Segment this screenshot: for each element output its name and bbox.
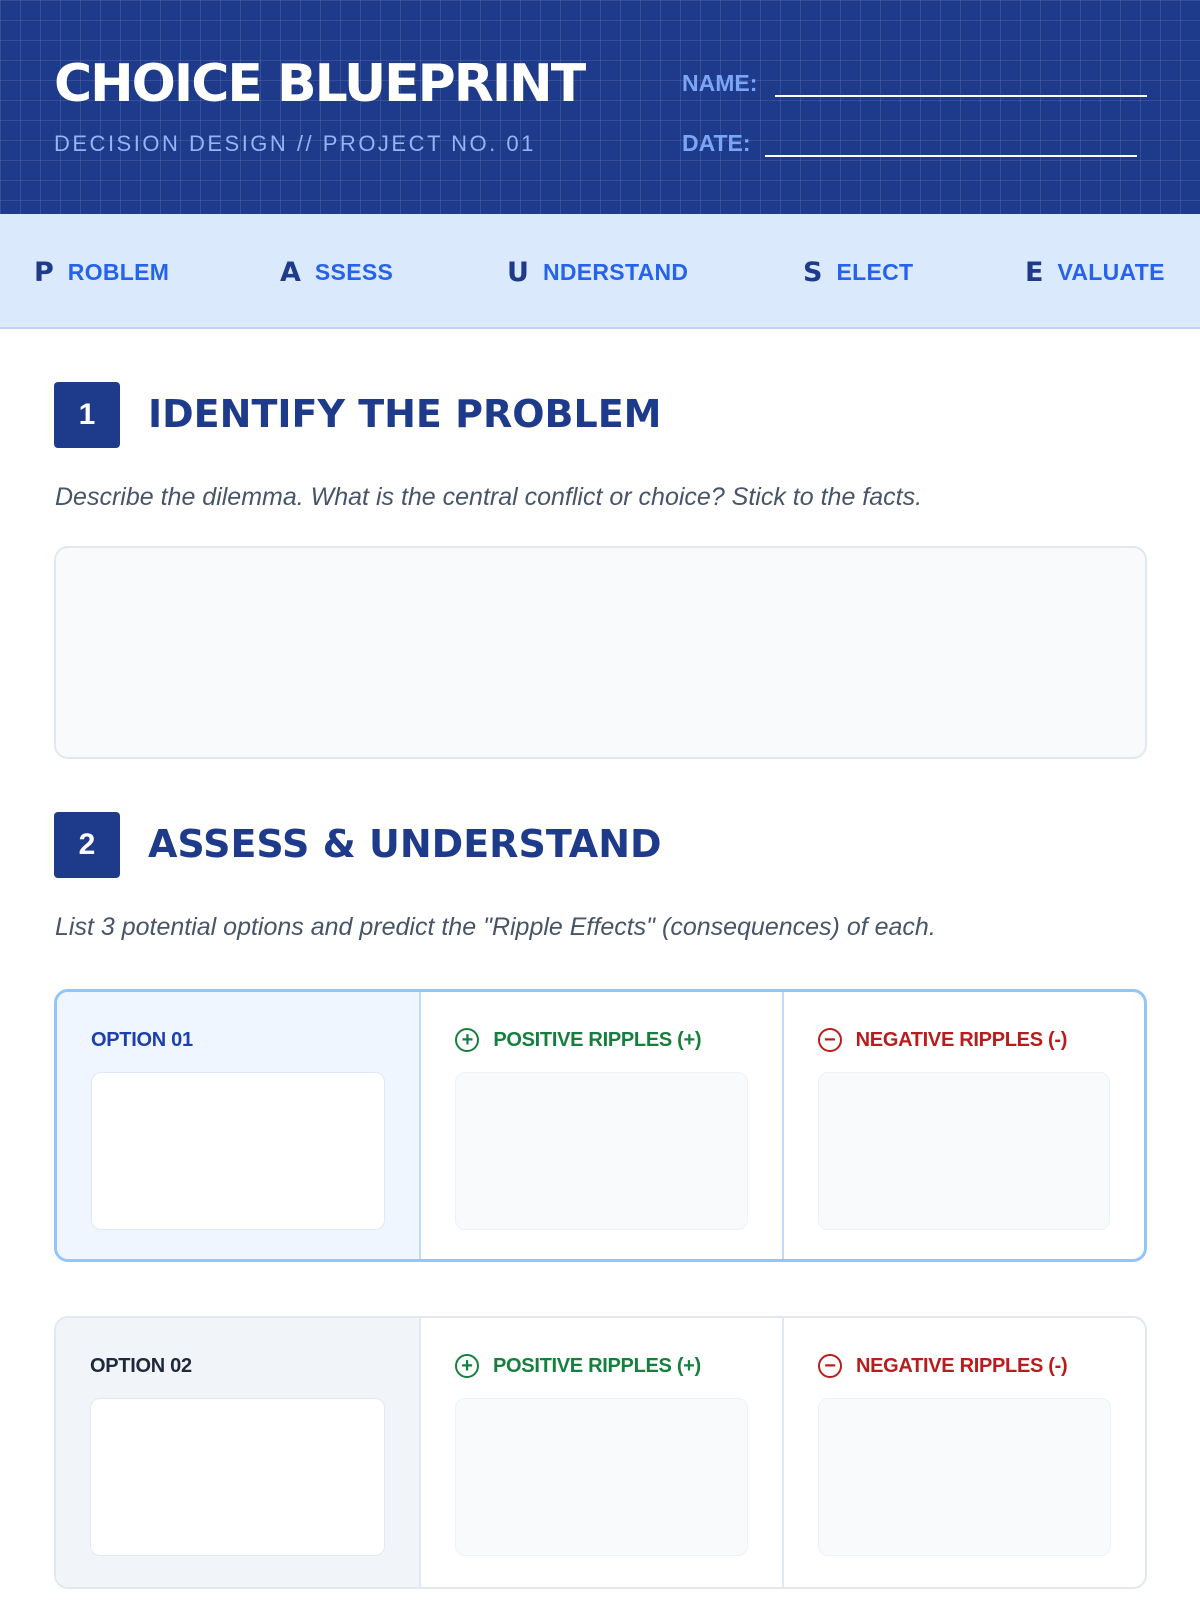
step-label: ELECT: [836, 258, 914, 285]
option-label: OPTION 01: [91, 1028, 193, 1051]
option-column: [57, 992, 419, 1259]
minus-circle-icon: −: [818, 1028, 842, 1052]
positive-ripples-column: [419, 992, 781, 1259]
positive-ripples-box[interactable]: [455, 1398, 748, 1556]
worksheet-title: CHOICE BLUEPRINT: [54, 54, 585, 114]
step-label: ROBLEM: [67, 258, 170, 285]
option-input-box[interactable]: [90, 1398, 385, 1556]
step-letter: A: [280, 256, 301, 288]
step-letter: S: [803, 256, 823, 288]
section-title: ASSESS & UNDERSTAND: [148, 822, 662, 866]
option-input-box[interactable]: [91, 1072, 385, 1230]
option-card: [54, 1316, 1147, 1589]
step-understand: [507, 252, 688, 292]
step-select: [803, 252, 913, 292]
step-letter: U: [507, 256, 529, 288]
option-card: [54, 989, 1147, 1262]
step-label: SSESS: [314, 258, 394, 285]
minus-circle-icon: −: [818, 1354, 842, 1378]
date-label: DATE:: [682, 130, 751, 156]
positive-ripples-box[interactable]: [455, 1072, 747, 1230]
negative-ripples-box[interactable]: [818, 1072, 1110, 1230]
worksheet-subtitle: DECISION DESIGN // PROJECT NO. 01: [54, 131, 536, 156]
section-instructions: List 3 potential options and predict the "Ripple Effects" (consequences) of each.: [55, 913, 936, 941]
step-letter: E: [1025, 256, 1044, 288]
problem-answer-box[interactable]: [54, 546, 1147, 759]
section-instructions: Describe the dilemma. What is the central conflict or choice? Stick to the facts.: [55, 483, 923, 511]
positive-ripples-label: POSITIVE RIPPLES (+): [493, 1028, 702, 1051]
section-number-badge: 1: [54, 382, 120, 448]
positive-ripples-label: POSITIVE RIPPLES (+): [492, 1354, 701, 1377]
negative-ripples-label: NEGATIVE RIPPLES (-): [855, 1028, 1068, 1051]
name-label: NAME:: [682, 70, 758, 96]
negative-ripples-column: [782, 992, 1144, 1259]
section-number-badge: 2: [54, 812, 120, 878]
step-problem: [34, 252, 169, 292]
step-letter: P: [34, 256, 54, 288]
positive-ripples-column: [419, 1318, 782, 1587]
name-field[interactable]: [775, 95, 1147, 97]
pause-steps-bar: [0, 214, 1200, 329]
step-label: NDERSTAND: [542, 258, 689, 285]
step-assess: [280, 252, 393, 292]
negative-ripples-box[interactable]: [818, 1398, 1111, 1556]
option-label: OPTION 02: [90, 1354, 192, 1377]
negative-ripples-label: NEGATIVE RIPPLES (-): [855, 1354, 1068, 1377]
section-title: IDENTIFY THE PROBLEM: [148, 392, 662, 436]
step-evaluate: [1025, 252, 1165, 292]
date-field[interactable]: [765, 155, 1137, 157]
option-column: [56, 1318, 419, 1587]
plus-circle-icon: +: [455, 1028, 479, 1052]
step-label: VALUATE: [1057, 258, 1165, 285]
plus-circle-icon: +: [455, 1354, 479, 1378]
negative-ripples-column: [782, 1318, 1145, 1587]
header-banner: [0, 0, 1200, 214]
